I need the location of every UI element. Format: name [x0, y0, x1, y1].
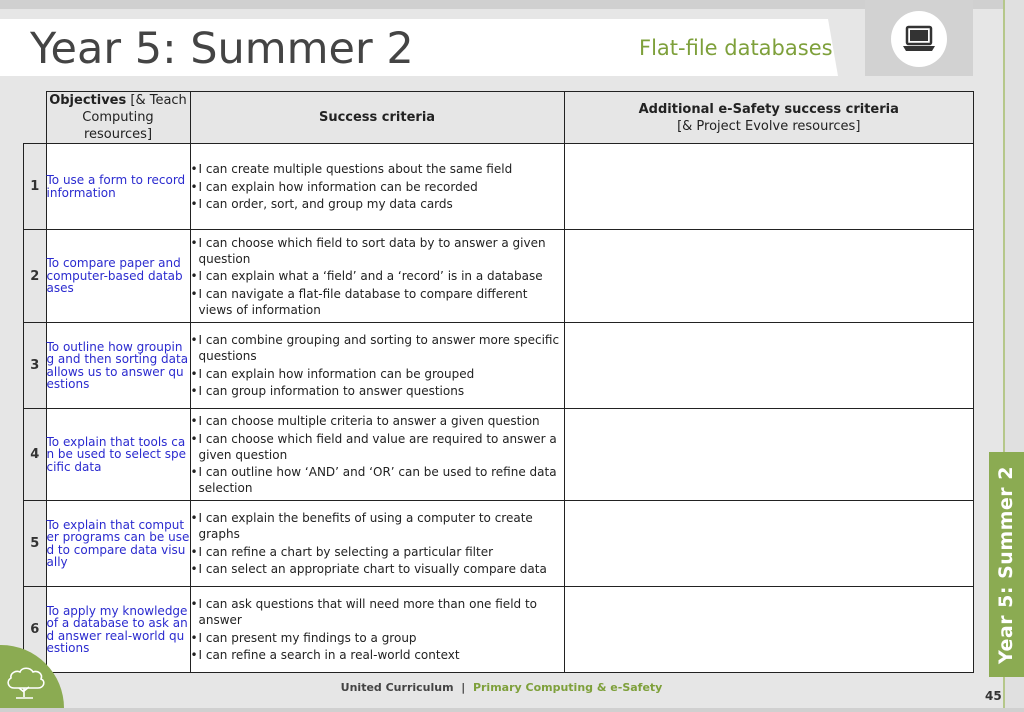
criteria-list	[191, 596, 564, 663]
criteria-item: • I can choose which field and value are required to answer a given question	[191, 431, 564, 463]
criteria-item: • I can explain what a ‘field’ and a ‘record’ is in a database	[191, 268, 564, 284]
criteria-item: • I can present my findings to a group	[191, 630, 564, 646]
footer-right: Primary Computing & e-Safety	[472, 681, 663, 694]
objective-link[interactable]: To apply my knowledge of a database to ask and answer real-world questions	[46, 587, 190, 673]
objective-link[interactable]: To explain that tools can be used to select specific data	[46, 409, 190, 501]
table-row	[24, 230, 974, 323]
criteria-item: • I can refine a search in a real-world context	[191, 647, 564, 663]
row-number: 3	[24, 323, 47, 409]
page-number: 45	[985, 689, 1002, 703]
additional-criteria-cell	[564, 587, 974, 673]
table-header-row	[24, 92, 974, 144]
criteria-item: • I can refine a chart by selecting a particular filter	[191, 544, 564, 560]
objective-link[interactable]: To explain that computer programs can be used to compare data visually	[46, 501, 190, 587]
criteria-item: • I can choose which field to sort data by to answer a given question	[191, 235, 564, 267]
criteria-item: • I can explain how information can be grouped	[191, 366, 564, 382]
success-criteria-cell	[190, 230, 564, 323]
table-row	[24, 587, 974, 673]
row-number: 1	[24, 144, 47, 230]
page-subtitle: Flat-file databases	[639, 36, 833, 60]
criteria-item: • I can outline how ‘AND’ and ‘OR’ can be used to refine data selection	[191, 464, 564, 496]
row-number: 5	[24, 501, 47, 587]
header-additional-criteria	[564, 92, 974, 144]
row-number: 4	[24, 409, 47, 501]
row-number: 6	[24, 587, 47, 673]
criteria-list	[191, 510, 564, 577]
tree-logo	[0, 645, 64, 708]
success-criteria-cell	[190, 587, 564, 673]
criteria-item: • I can explain the benefits of using a computer to create graphs	[191, 510, 564, 542]
table-row	[24, 501, 974, 587]
additional-criteria-cell	[564, 144, 974, 230]
objective-link[interactable]: To use a form to record information	[46, 144, 190, 230]
header-objectives-note: [& Teach Computing resources]	[82, 93, 187, 142]
curriculum-table	[23, 91, 974, 673]
criteria-item: • I can select an appropriate chart to visually compare data	[191, 561, 564, 577]
criteria-list	[191, 235, 564, 318]
table-row	[24, 323, 974, 409]
additional-criteria-cell	[564, 501, 974, 587]
objective-link[interactable]: To outline how grouping and then sorting data allows us to answer questions	[46, 323, 190, 409]
tree-icon	[0, 645, 64, 708]
side-tab	[989, 452, 1024, 677]
table-row	[24, 144, 974, 230]
additional-criteria-cell	[564, 230, 974, 323]
footer-left: United Curriculum	[340, 681, 454, 694]
header-success-criteria: Success criteria	[190, 92, 564, 144]
page-title: Year 5: Summer 2	[30, 24, 414, 74]
success-criteria-cell	[190, 501, 564, 587]
criteria-item: • I can group information to answer questions	[191, 383, 564, 399]
footer-separator: |	[461, 681, 466, 694]
objective-link[interactable]: To compare paper and computer-based databases	[46, 230, 190, 323]
success-criteria-cell	[190, 144, 564, 230]
criteria-list	[191, 332, 564, 399]
criteria-list	[191, 413, 564, 496]
criteria-list	[191, 161, 564, 212]
success-criteria-cell	[190, 323, 564, 409]
header-additional-note: [& Project Evolve resources]	[677, 118, 861, 134]
criteria-item: • I can create multiple questions about the same field	[191, 161, 564, 177]
success-criteria-cell	[190, 409, 564, 501]
laptop-icon	[891, 11, 947, 67]
criteria-item: • I can combine grouping and sorting to answer more specific questions	[191, 332, 564, 364]
criteria-item: • I can navigate a flat-file database to compare different views of information	[191, 286, 564, 318]
additional-criteria-cell	[564, 323, 974, 409]
side-tab-label: Year 5: Summer 2	[995, 465, 1018, 664]
header-spacer	[24, 92, 47, 144]
header-objectives-label: Objectives	[49, 93, 127, 108]
additional-criteria-cell	[564, 409, 974, 501]
criteria-item: • I can explain how information can be recorded	[191, 179, 564, 195]
row-number: 2	[24, 230, 47, 323]
criteria-item: • I can order, sort, and group my data cards	[191, 196, 564, 212]
criteria-item: • I can choose multiple criteria to answer a given question	[191, 413, 564, 429]
footer	[0, 681, 1003, 694]
table-row	[24, 409, 974, 501]
header-additional-label: Additional e-Safety success criteria	[638, 101, 899, 117]
header-objectives	[46, 92, 190, 144]
criteria-item: • I can ask questions that will need more than one field to answer	[191, 596, 564, 628]
